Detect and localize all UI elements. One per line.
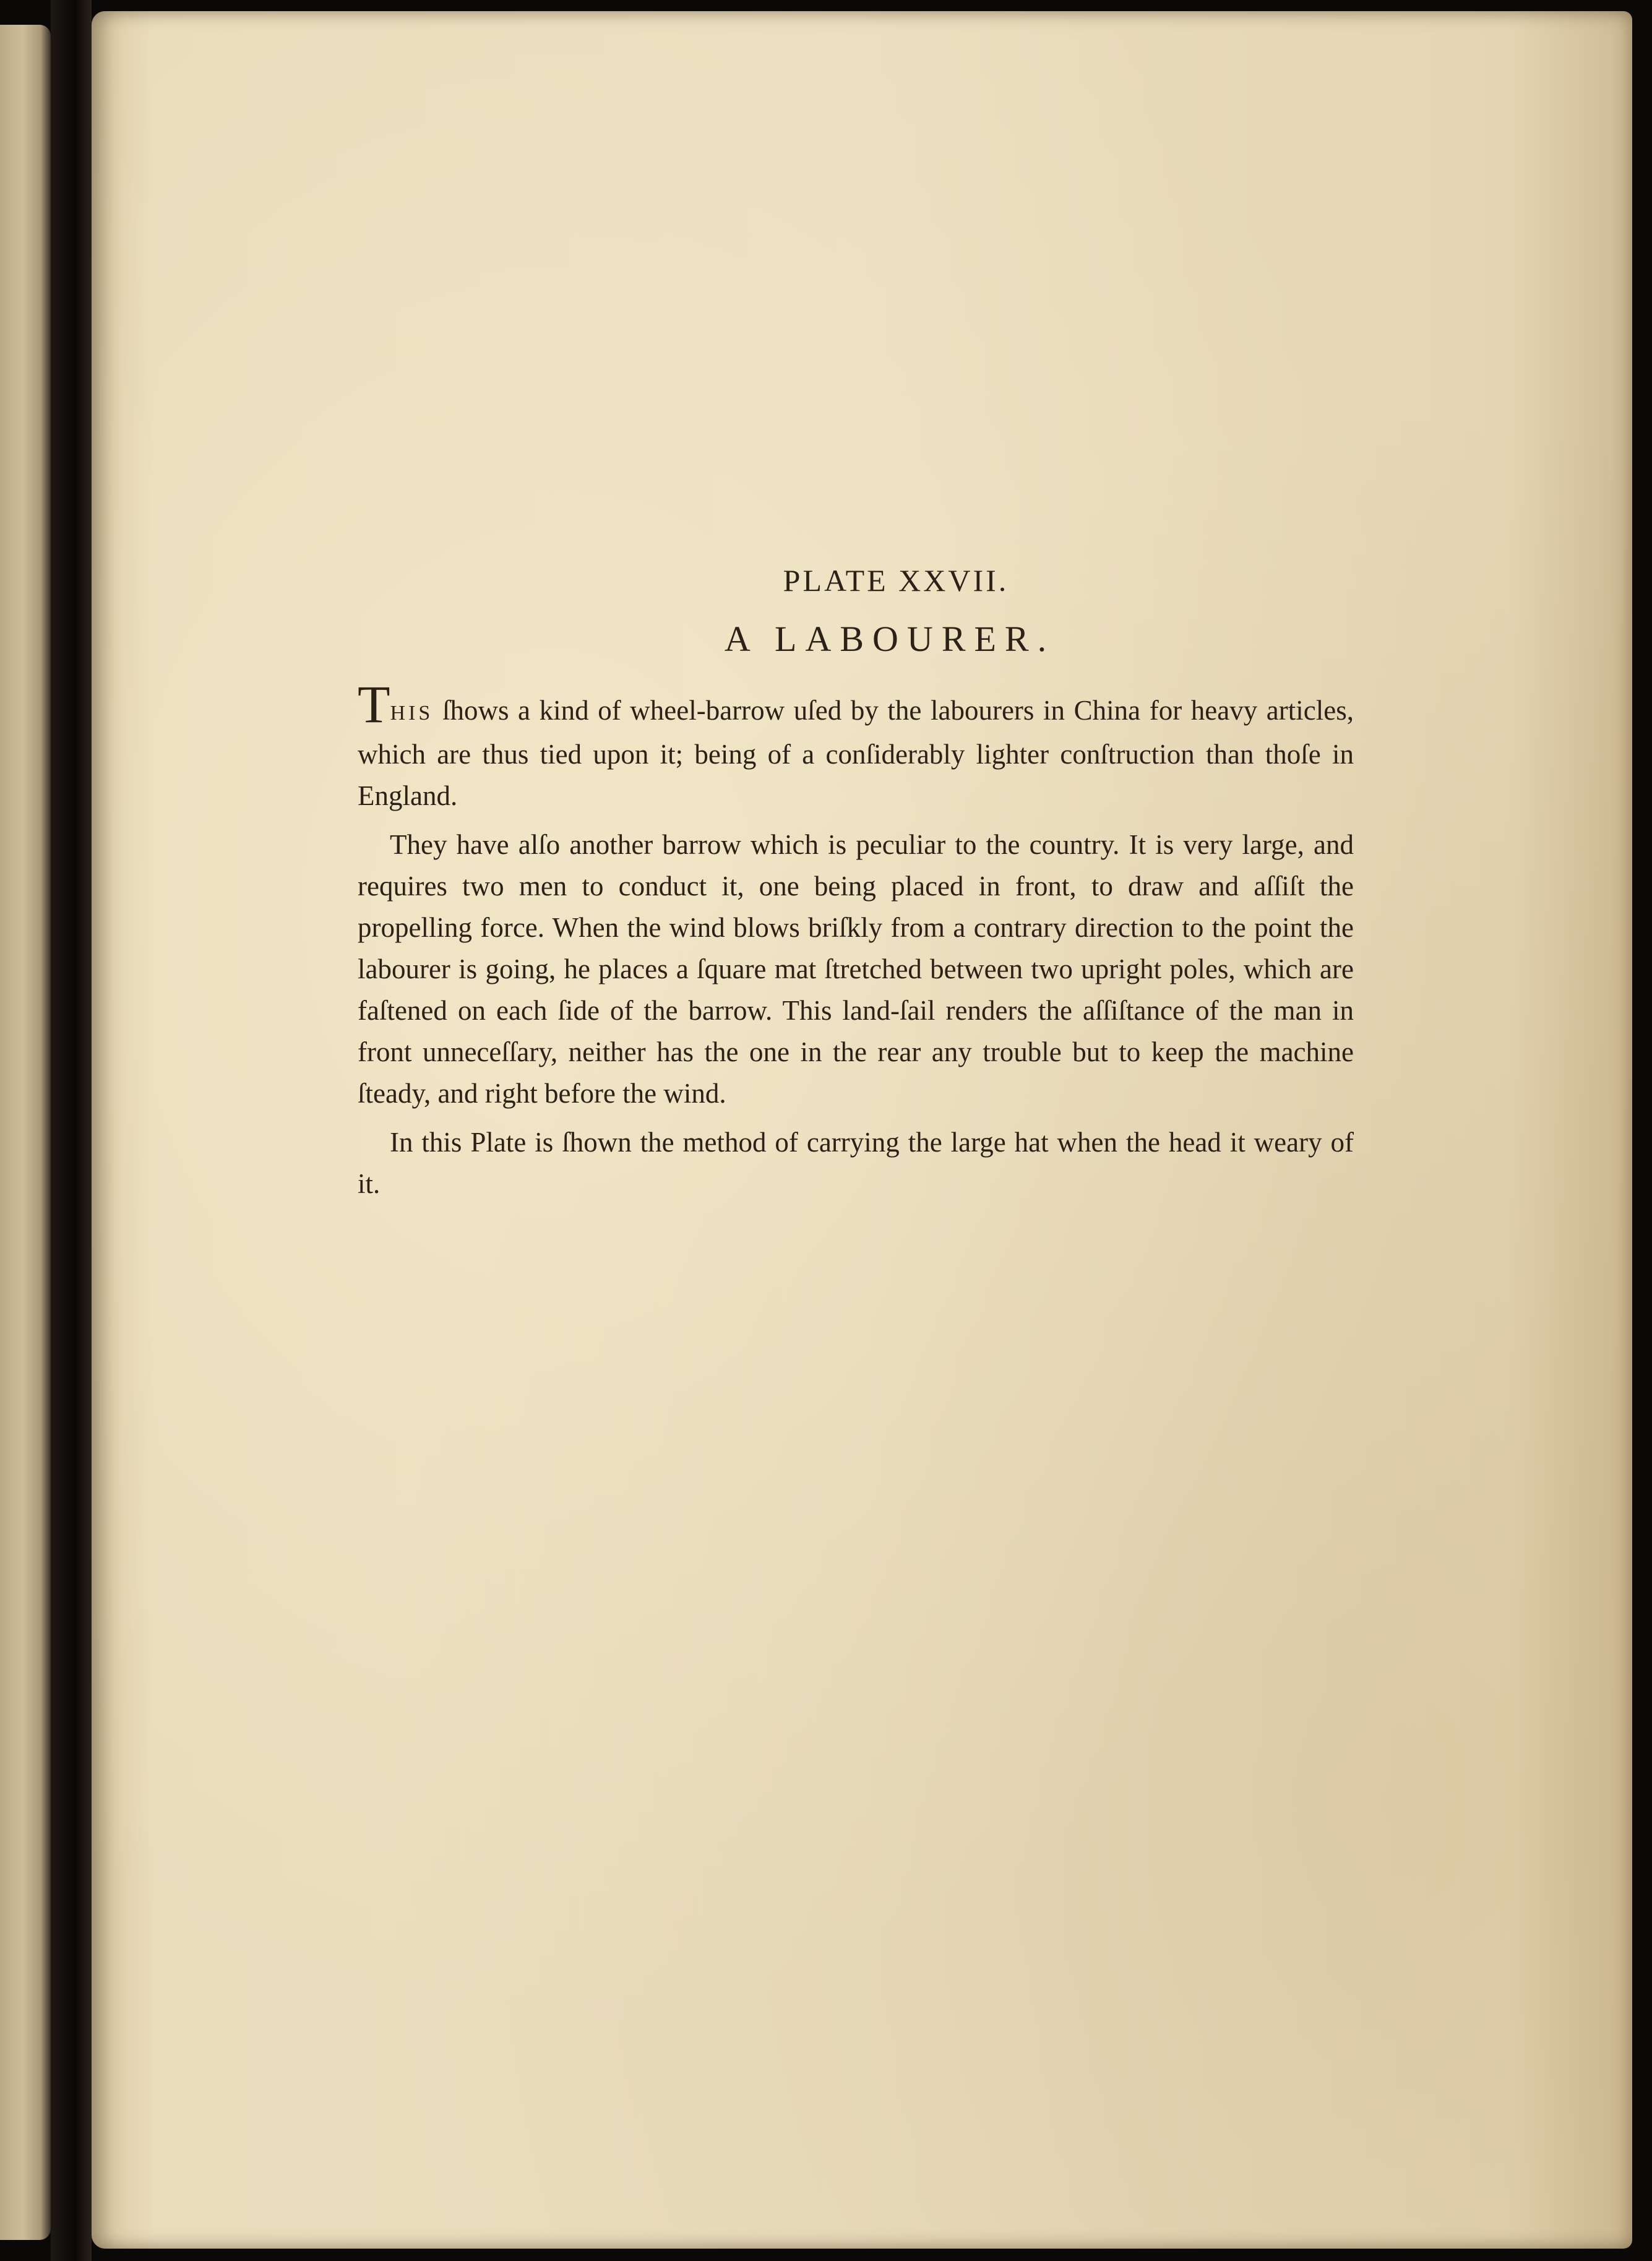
page-title: A LABOURER. bbox=[724, 619, 1056, 659]
paragraph-1-text: ſhows a kind of wheel-barrow uſed by the labourers in China for heavy articles, which are thus tied upon it; being of a conſiderably lighter conſtruction than thoſe in England. bbox=[358, 695, 1354, 811]
page bbox=[92, 11, 1632, 2249]
body-text bbox=[358, 674, 1354, 1205]
plate-number: PLATE XXVII. bbox=[783, 563, 1009, 598]
lead-small-caps: HIS bbox=[390, 702, 434, 725]
left-page-edge bbox=[0, 25, 51, 2240]
paragraph-1 bbox=[358, 674, 1354, 817]
drop-cap: T bbox=[358, 674, 390, 734]
paragraph-3: In this Plate is ſhown the method of carrying the large hat when the head it weary of it. bbox=[358, 1127, 1354, 1199]
paragraph-2: They have alſo another barrow which is peculiar to the country. It is very large, and requires two men to conduct it, one being placed in front, to draw and aſſiſt the propelling force. When the wind blows briſkly from a contrary direction to the point the labourer is going, he places a ſquare mat ſtretched between two upright poles, which are faſtened on each ſide of the barrow. This land-ſail renders the aſſiſtance of the man in front unneceſſary, neither has the one in the rear any trouble but to keep the machine ſteady, and right before the wind. bbox=[358, 829, 1354, 1109]
page-content bbox=[358, 556, 1354, 1212]
book-gutter bbox=[51, 0, 92, 2261]
